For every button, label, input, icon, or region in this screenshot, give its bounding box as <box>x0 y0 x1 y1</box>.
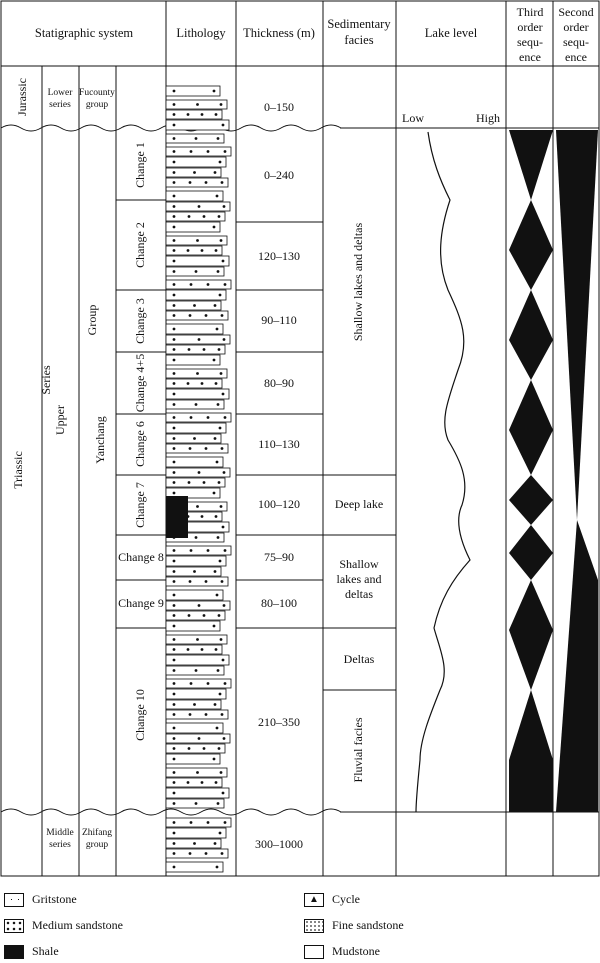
lithology-grain <box>173 283 176 286</box>
lake-level-high-label: High <box>476 111 500 125</box>
lithology-grain <box>173 682 176 685</box>
member-change-10: Change 10 <box>133 689 147 741</box>
lithology-grain <box>196 239 199 242</box>
lithology-grain <box>201 515 204 518</box>
lithology-grain <box>203 348 206 351</box>
legend-mudstone-label: Mudstone <box>332 944 380 958</box>
lithology-grain <box>189 181 192 184</box>
lithology-grain <box>219 294 222 297</box>
series-lower: Lower series <box>47 88 73 110</box>
lithology-grain <box>196 638 199 641</box>
lithology-grain <box>205 447 208 450</box>
lithology-grain <box>214 171 217 174</box>
lithology-grain <box>173 294 176 297</box>
lithology-grain <box>203 215 206 218</box>
lithology-grain <box>173 648 176 651</box>
lithology-grain <box>173 372 176 375</box>
lithology-grain <box>173 447 176 450</box>
lithology-grain <box>173 226 176 229</box>
lithology-grain <box>223 737 226 740</box>
lithology-bed <box>166 818 231 827</box>
system-jurassic: Jurassic <box>15 78 29 116</box>
lithology-grain <box>198 205 201 208</box>
header-lithology: Lithology <box>176 26 226 40</box>
lithology-grain <box>207 682 210 685</box>
lithology-grain <box>207 416 210 419</box>
lithology-grain <box>189 447 192 450</box>
lithology-grain <box>173 90 176 93</box>
lithology-grain <box>216 461 219 464</box>
lithology-grain <box>222 124 225 127</box>
lithology-grain <box>214 703 217 706</box>
lithology-grain <box>173 737 176 740</box>
lithology-grain <box>193 570 196 573</box>
lithology-grain <box>190 821 193 824</box>
lithology-grain <box>195 669 198 672</box>
lithology-bed <box>166 147 231 156</box>
lithology-grain <box>213 758 216 761</box>
lithology-grain <box>173 747 176 750</box>
thickness-middle: 300–1000 <box>255 837 303 851</box>
lithology-grain <box>187 382 190 385</box>
lithology-bed <box>166 546 231 555</box>
facies-shallow-lakes-deltas-lower: Shallow lakes and deltas <box>336 557 382 601</box>
header-thickness: Thickness (m) <box>243 26 315 40</box>
lithology-grain <box>224 416 227 419</box>
lithology-grain <box>220 372 223 375</box>
lithology-grain <box>207 283 210 286</box>
lithology-grain <box>190 682 193 685</box>
lithology-grain <box>196 103 199 106</box>
lithology-grain <box>173 137 176 140</box>
lithology-grain <box>215 113 218 116</box>
second-order-sequence-pattern <box>556 130 598 812</box>
gritstone-swatch <box>4 893 24 907</box>
lithology-grain <box>215 249 218 252</box>
member-change-7: Change 7 <box>133 482 147 528</box>
thickness-change-10: 210–350 <box>258 715 300 729</box>
lithology-grain <box>201 113 204 116</box>
lithology-grain <box>173 205 176 208</box>
lithology-grain <box>173 832 176 835</box>
lithology-grain <box>217 669 220 672</box>
lithology-bed <box>166 389 229 399</box>
lithology-grain <box>173 693 176 696</box>
mudstone-swatch <box>304 945 324 959</box>
group-yanchang: GroupYanchang <box>85 304 107 464</box>
lithology-grain <box>189 713 192 716</box>
lithology-grain <box>221 314 224 317</box>
lithology-grain <box>173 348 176 351</box>
lithology-grain <box>190 283 193 286</box>
lithology-grain <box>201 781 204 784</box>
lithology-grain <box>205 852 208 855</box>
lithology-grain <box>173 249 176 252</box>
lithology-grain <box>205 580 208 583</box>
lithology-grain <box>195 802 198 805</box>
lithology-grain <box>173 481 176 484</box>
lithology-grain <box>217 137 220 140</box>
header-second-order: Second order sequ-ence <box>558 5 594 64</box>
member-change-2: Change 2 <box>133 222 147 268</box>
lithology-grain <box>173 471 176 474</box>
lithology-grain <box>173 713 176 716</box>
lithology-grain <box>196 771 199 774</box>
lithology-grain <box>173 625 176 628</box>
lithology-bed <box>166 679 231 688</box>
lithology-grain <box>173 758 176 761</box>
legend-cycle <box>304 892 360 907</box>
legend-cycle-label: Cycle <box>332 892 360 906</box>
member-change-9: Change 9 <box>118 596 164 610</box>
cycle-swatch: ▲ <box>304 893 324 907</box>
lithology-column <box>166 86 231 872</box>
lithology-grain <box>193 171 196 174</box>
member-change-6: Change 6 <box>133 421 147 467</box>
lithology-grain <box>187 113 190 116</box>
lithology-grain <box>218 348 221 351</box>
lithology-grain <box>173 594 176 597</box>
lithology-grain <box>222 393 225 396</box>
lithology-grain <box>189 852 192 855</box>
lithology-grain <box>195 536 198 539</box>
lithology-grain <box>193 703 196 706</box>
lithology-grain <box>195 137 198 140</box>
lithology-grain <box>173 580 176 583</box>
lithology-grain <box>173 821 176 824</box>
lithology-grain <box>207 150 210 153</box>
lithology-bed <box>166 280 231 289</box>
lithology-grain <box>220 239 223 242</box>
lithology-grain <box>173 604 176 607</box>
lithology-bed <box>166 413 231 422</box>
member-change-1: Change 1 <box>133 142 147 188</box>
lithology-grain <box>196 372 199 375</box>
lithology-grain <box>215 648 218 651</box>
lithology-grain <box>214 437 217 440</box>
lithology-grain <box>201 382 204 385</box>
lithology-grain <box>216 195 219 198</box>
lithology-grain <box>173 492 176 495</box>
lithology-grain <box>222 526 225 529</box>
lithology-grain <box>216 594 219 597</box>
lithology-grain <box>195 270 198 273</box>
lithology-grain <box>198 604 201 607</box>
lithology-grain <box>173 195 176 198</box>
lithology-grain <box>187 781 190 784</box>
group-fucounty: Fucounty group <box>79 88 115 110</box>
lithology-grain <box>221 181 224 184</box>
member-change-8: Change 8 <box>118 550 164 564</box>
lithology-grain <box>173 570 176 573</box>
lithology-grain <box>173 260 176 263</box>
lithology-grain <box>190 416 193 419</box>
lithology-grain <box>213 90 216 93</box>
lithology-grain <box>216 866 219 869</box>
facies-deep-lake: Deep lake <box>334 497 384 511</box>
lithology-grain <box>219 693 222 696</box>
thickness-change-7: 100–120 <box>258 497 300 511</box>
lithology-grain <box>203 747 206 750</box>
lithology-grain <box>193 842 196 845</box>
header-lake-level: Lake level <box>424 26 478 40</box>
lithology-grain <box>205 181 208 184</box>
lithology-grain <box>173 416 176 419</box>
lithology-grain <box>173 113 176 116</box>
member-change-4-5: Change 4+5 <box>133 353 147 413</box>
lithology-grain <box>173 304 176 307</box>
lithology-grain <box>188 215 191 218</box>
lithology-grain <box>205 713 208 716</box>
thickness-change-9: 80–100 <box>261 596 297 610</box>
lithology-grain <box>173 727 176 730</box>
lithology-grain <box>222 792 225 795</box>
system-triassic: Triassic <box>11 451 25 489</box>
lithology-grain <box>173 239 176 242</box>
fine-sandstone-swatch <box>304 919 324 933</box>
lithology-grain <box>215 781 218 784</box>
lithology-grain <box>173 393 176 396</box>
member-change-3: Change 3 <box>133 298 147 344</box>
lithology-grain <box>190 549 193 552</box>
facies-shallow-lakes-deltas-upper: Shallow lakes and deltas <box>351 222 365 342</box>
lithology-grain <box>214 842 217 845</box>
legend-medium-sandstone <box>4 918 123 933</box>
lithology-grain <box>221 580 224 583</box>
lithology-grain <box>173 669 176 672</box>
legend-medium-sandstone-label: Medium sandstone <box>32 918 123 932</box>
lithology-grain <box>223 471 226 474</box>
lithology-grain <box>173 792 176 795</box>
series-upper: SeriesUpper <box>39 365 67 435</box>
lithology-grain <box>198 737 201 740</box>
lithology-grain <box>222 260 225 263</box>
thickness-change-4-5: 80–90 <box>264 376 294 390</box>
lithology-bed <box>166 788 229 798</box>
lithology-grain <box>223 205 226 208</box>
legend-shale <box>4 944 59 959</box>
lithology-grain <box>214 570 217 573</box>
lithology-grain <box>219 427 222 430</box>
lithology-grain <box>224 682 227 685</box>
lithology-grain <box>188 747 191 750</box>
lithology-grain <box>223 604 226 607</box>
lithology-bed <box>166 120 229 130</box>
lithology-grain <box>173 659 176 662</box>
lithology-grain <box>173 382 176 385</box>
lithology-grain <box>213 226 216 229</box>
lithology-grain <box>188 348 191 351</box>
lithology-grain <box>173 560 176 563</box>
header-sedimentary-facies: Sedimentary facies <box>327 17 391 47</box>
lithology-grain <box>221 447 224 450</box>
lithology-grain <box>189 580 192 583</box>
medium-sandstone-swatch <box>4 919 24 933</box>
lithology-grain <box>220 103 223 106</box>
lithology-grain <box>214 304 217 307</box>
facies-deltas: Deltas <box>343 652 375 666</box>
lithology-grain <box>217 270 220 273</box>
lithology-grain <box>224 549 227 552</box>
lake-level-low-label: Low <box>402 111 424 125</box>
lithology-grain <box>193 304 196 307</box>
lithology-grain <box>219 161 222 164</box>
lithology-grain <box>218 481 221 484</box>
lithology-grain <box>224 150 227 153</box>
lithology-grain <box>220 505 223 508</box>
thickness-change-8: 75–90 <box>264 550 294 564</box>
thickness-change-6: 110–130 <box>258 437 300 451</box>
lithology-grain <box>213 359 216 362</box>
lithology-grain <box>224 821 227 824</box>
lithology-grain <box>196 505 199 508</box>
lithology-grain <box>201 249 204 252</box>
lithology-grain <box>173 359 176 362</box>
lithology-grain <box>173 781 176 784</box>
third-order-sequence-pattern <box>509 130 553 812</box>
lithology-grain <box>188 481 191 484</box>
legend-mudstone <box>304 944 380 959</box>
legend-shale-label: Shale <box>32 944 59 958</box>
lithology-grain <box>173 150 176 153</box>
lithology-grain <box>198 471 201 474</box>
lithology-grain <box>173 103 176 106</box>
thickness-change-3: 90–110 <box>261 313 297 327</box>
lithology-grain <box>207 821 210 824</box>
lithology-grain <box>187 648 190 651</box>
lithology-grain <box>173 328 176 331</box>
lithology-grain <box>223 338 226 341</box>
lithology-grain <box>218 747 221 750</box>
lithology-grain <box>216 328 219 331</box>
lithology-grain <box>190 150 193 153</box>
lithology-grain <box>218 215 221 218</box>
lithology-bed <box>166 256 229 266</box>
lithology-grain <box>213 625 216 628</box>
lithology-grain <box>222 659 225 662</box>
lithology-grain <box>173 403 176 406</box>
lithology-grain <box>173 614 176 617</box>
lithology-grain <box>218 614 221 617</box>
lithology-grain <box>201 648 204 651</box>
lithology-grain <box>215 515 218 518</box>
legend-gritstone-label: Gritstone <box>32 892 77 906</box>
lithology-bed <box>166 655 229 665</box>
lithology-grain <box>173 802 176 805</box>
lithology-grain <box>221 713 224 716</box>
lithology-grain <box>193 437 196 440</box>
lithology-grain <box>221 852 224 855</box>
lithology-grain <box>219 832 222 835</box>
group-zhifang: Zhifang group <box>81 828 113 850</box>
lithology-grain <box>207 549 210 552</box>
lithology-grain <box>224 283 227 286</box>
lithology-grain <box>173 215 176 218</box>
header-third-order: Third order sequ-ence <box>516 5 544 64</box>
lithology-grain <box>217 802 220 805</box>
thickness-change-1: 0–240 <box>264 168 294 182</box>
lithology-grain <box>173 437 176 440</box>
legend-fine-sandstone-label: Fine sandstone <box>332 918 404 932</box>
lithology-grain <box>195 403 198 406</box>
lithology-grain <box>173 124 176 127</box>
lithology-grain <box>198 338 201 341</box>
lithology-grain <box>173 181 176 184</box>
lake-level-curve <box>416 132 470 812</box>
legend <box>0 880 600 963</box>
lithology-grain <box>205 314 208 317</box>
lithology-grain <box>173 771 176 774</box>
lithology-grain <box>220 771 223 774</box>
lithology-grain <box>173 461 176 464</box>
lithology-grain <box>173 852 176 855</box>
lithology-grain <box>173 314 176 317</box>
lithology-grain <box>173 427 176 430</box>
lithology-grain <box>173 270 176 273</box>
lithology-grain <box>173 338 176 341</box>
lithology-grain <box>187 249 190 252</box>
lithology-grain <box>203 614 206 617</box>
legend-gritstone <box>4 892 77 907</box>
lithology-grain <box>220 638 223 641</box>
header-stratigraphic-system: Statigraphic system <box>34 26 134 40</box>
lithology-grain <box>173 171 176 174</box>
lithology-grain <box>173 638 176 641</box>
lithology-grain <box>215 382 218 385</box>
lithology-grain <box>203 481 206 484</box>
lithology-grain <box>173 161 176 164</box>
lithology-grain <box>173 842 176 845</box>
series-middle: Middle series <box>46 828 74 850</box>
legend-fine-sandstone <box>304 918 404 933</box>
shale-layer <box>166 496 188 538</box>
shale-swatch <box>4 945 24 959</box>
lithology-grain <box>173 549 176 552</box>
lithology-grain <box>189 314 192 317</box>
lithology-grain <box>217 536 220 539</box>
thickness-jurassic: 0–150 <box>264 100 294 114</box>
lithology-grain <box>216 727 219 730</box>
thickness-change-2: 120–130 <box>258 249 300 263</box>
facies-fluvial: Fluvial facies <box>351 717 365 783</box>
lithology-grain <box>213 492 216 495</box>
lithology-grain <box>173 703 176 706</box>
lithology-grain <box>217 403 220 406</box>
lithology-grain <box>219 560 222 563</box>
lithology-grain <box>188 614 191 617</box>
lithology-grain <box>173 866 176 869</box>
